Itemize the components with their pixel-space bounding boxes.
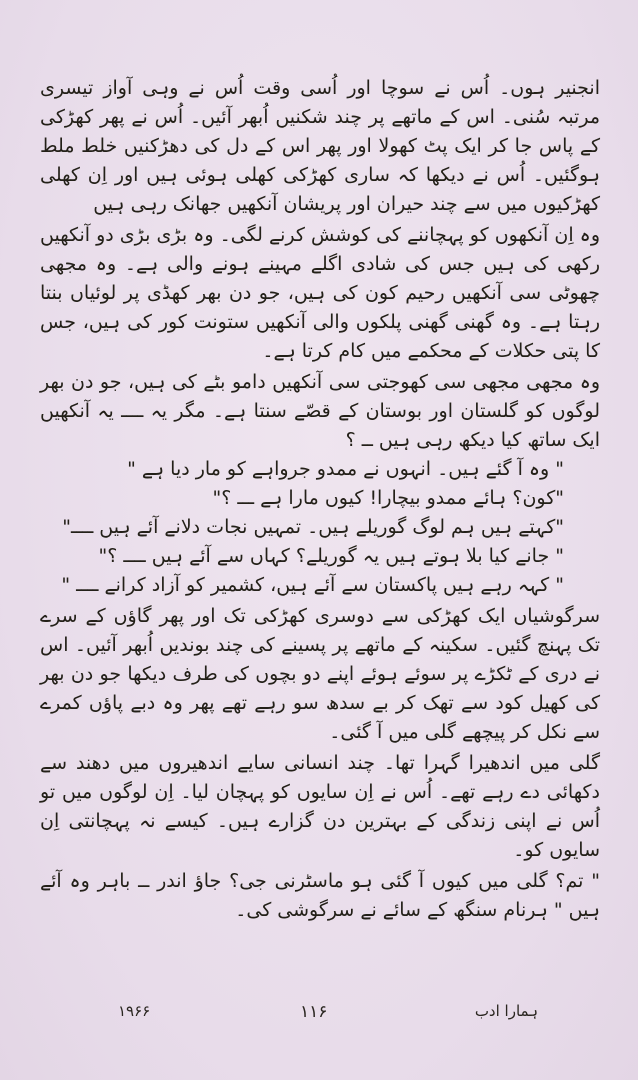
dialogue-line: "کہتے ہیں ہم لوگ گوریلے ہیں۔ تمہیں نجات دلانے آئے ہیں ــــ" [62,516,564,538]
footer-year: ۱۹۶۶ [118,1002,151,1020]
page-number: ۱۱۶ [300,1002,328,1022]
paragraph: وہ اِن آنکھوں کو پہچاننے کی کوشش کرنے لگی۔ وہ بڑی بڑی دو آنکھیں رکھی کی ہیں جس کی شادی اگلے مہینے ہونے والی ہے۔ وہ مجھی چھوٹی سی آنکھیں رحیم کون کی ہیں، جو دن بھر کھڈی پر لوئیاں بنتا رہتا ہے۔ وہ گھنی گھنی پلکوں والی آنکھیں ستونت کور کی ہیں، جس کا پتی حکلات کے محکمے میں کام کرتا ہے۔ [40,224,600,362]
dialogue-line: "کون؟ ہائے ممدو بیچارا! کیوں مارا ہے ـــ ؟" [212,487,564,509]
dialogue-line: " کہہ رہے ہیں پاکستان سے آئے ہیں، کشمیر کو آزاد کرانے ــــ " [61,574,564,596]
paragraph: " تم؟ گلی میں کیوں آ گئی ہو ماسٹرنی جی؟ جاؤ اندر ــ باہر وہ آئے ہیں " ہرنام سنگھ کے سائے نے سرگوشی کی۔ [40,870,600,921]
page-footer [0,1002,638,1026]
dialogue-line: " وہ آ گئے ہیں۔ انہوں نے ممدو جرواہے کو مار دیا ہے " [127,458,564,480]
paragraph: گلی میں اندھیرا گہرا تھا۔ چند انسانی سایے اندھیروں میں دھند سے دکھائی دے رہے تھے۔ اُس نے اِن سایوں کو پہچان لیا۔ اِن لوگوں میں تو اُس نے اپنی زندگی کے بہترین دن گزارے ہیں۔ کیسے نہ پہچانتی اِن سایوں کو۔ [40,752,600,861]
dialogue-line: " جانے کیا بلا ہوتے ہیں یہ گوریلے؟ کہاں سے آئے ہیں ــــ ؟" [98,545,564,567]
paragraph: وہ مجھی مجھی سی کھوجتی سی آنکھیں دامو بٹے کی ہیں، جو دن بھر لوگوں کو گلستان اور بوستان کے قصّے سنتا ہے۔ مگر یہ ــــ یہ آنکھیں ایک ساتھ کیا دیکھ رہی ہیں ــ ؟ [40,371,600,451]
paragraph: سرگوشیاں ایک کھڑکی سے دوسری کھڑکی تک اور پھر گاؤں کے سرے تک پہنچ گئیں۔ سکینہ کے ماتھے پر پسینے کی چند بوندیں اُبھر آئیں۔ اس نے دری کے ٹکڑے پر سوئے ہوئے اپنے دو بچوں کی طرف دیکھا جو دن بھر کی کھیل کود سے تھک کر بے سدھ سو رہے تھے پھر وہ دبے پاؤں کمرے سے نکل کر پیچھے گلی میں آ گئی۔ [40,605,600,743]
story-text [40,74,600,925]
magazine-title: ہمارا ادب [474,1002,538,1020]
paragraph: انجنیر ہوں۔ اُس نے سوچا اور اُسی وقت اُس نے وہی آواز تیسری مرتبہ سُنی۔ اس کے ماتھے پر چند شکنیں اُبھر آئیں۔ اُس نے پھر کھڑکی کے پاس جا کر ایک پٹ کھولا اور پھر اس کے دل کی دھڑکنیں خلط ملط ہوگئیں۔ اُس نے دیکھا کہ ساری کھڑکی کھلی ہوئی ہیں اور اِن کھلی کھڑکیوں میں سے چند حیران اور پریشان آنکھیں جھانک رہی ہیں [40,77,600,215]
